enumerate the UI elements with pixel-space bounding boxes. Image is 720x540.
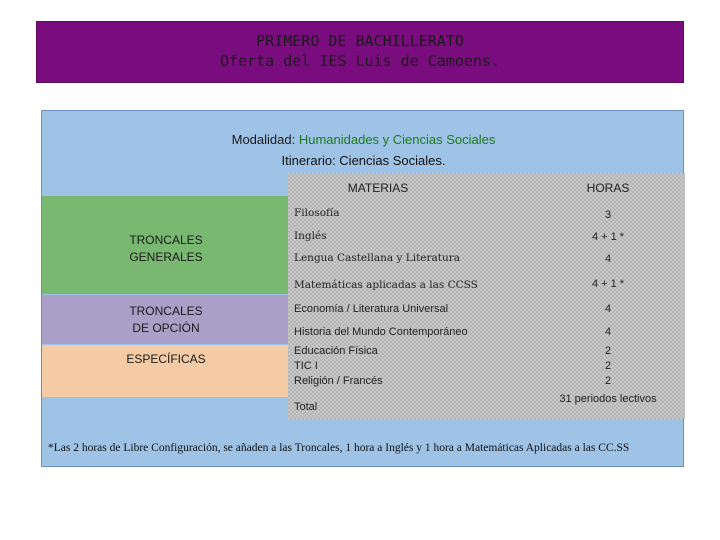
- subject-educacion-fisica: Educación Física: [294, 345, 378, 357]
- header-materias: MATERIAS: [347, 181, 409, 195]
- hours-historia: 4: [604, 326, 612, 338]
- itinerario-line: Itinerario: Ciencias Sociales.: [281, 153, 446, 168]
- modalidad-label: Modalidad:: [231, 132, 296, 147]
- block-troncales-opcion: [42, 295, 288, 344]
- subject-economia: Economía / Literatura Universal: [294, 303, 449, 315]
- total-label: Total: [294, 401, 318, 413]
- subject-ingles: Inglés: [294, 230, 327, 242]
- title-line-2: Oferta del IES Luis de Camoens.: [220, 52, 500, 70]
- subject-historia: Historia del Mundo Contemporáneo: [294, 326, 468, 338]
- total-value: 31 periodos lectivos: [559, 393, 657, 405]
- modalidad-value: Humanidades y Ciencias Sociales: [298, 132, 496, 147]
- title-banner: [36, 21, 684, 83]
- hours-economia: 4: [604, 303, 612, 315]
- block-especificas: [42, 345, 288, 397]
- modalidad-line: [42, 132, 685, 147]
- hours-religion: 2: [604, 375, 612, 387]
- subject-filosofia: Filosofía: [294, 207, 340, 219]
- hours-educacion-fisica: 2: [604, 345, 612, 357]
- footnote: *Las 2 horas de Libre Configuración, se añaden a las Troncales, 1 hora a Inglés y 1 hora a Matemáticas Aplicadas a las CC.SS: [48, 442, 630, 454]
- block-label: ESPECÍFICAS: [126, 352, 206, 366]
- subject-tic: TIC I: [294, 360, 318, 372]
- subject-matematicas: Matemáticas aplicadas a las CCSS: [294, 279, 478, 291]
- hours-ingles: 4 + 1 *: [591, 231, 625, 243]
- hours-matematicas: 4 + 1 *: [591, 278, 625, 290]
- block-troncales-generales: [42, 196, 288, 294]
- hours-lengua: 4: [604, 253, 612, 265]
- subject-religion: Religión / Francés: [294, 375, 383, 387]
- hours-filosofia: 3: [604, 209, 612, 221]
- hours-tic: 2: [604, 360, 612, 372]
- course-offer-card: [41, 110, 684, 467]
- block-label: TRONCALES DE OPCIÓN: [129, 304, 203, 335]
- subject-lengua: Lengua Castellana y Literatura: [294, 252, 461, 264]
- header-horas: HORAS: [586, 181, 630, 195]
- block-label: TRONCALES GENERALES: [129, 233, 203, 264]
- title-line-1: PRIMERO DE BACHILLERATO: [256, 32, 464, 50]
